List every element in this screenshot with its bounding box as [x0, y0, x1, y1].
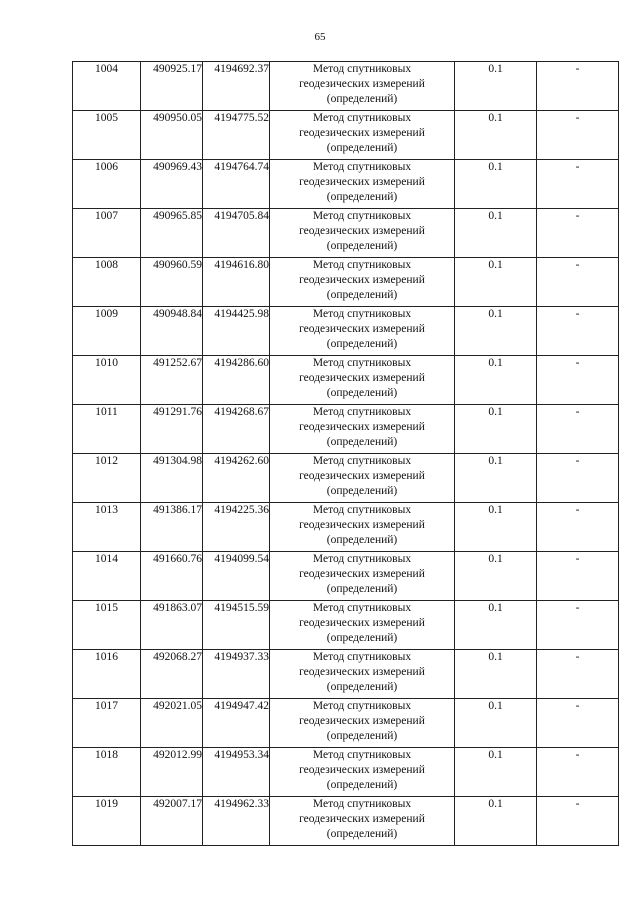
- accuracy-cell: 0.1: [455, 503, 537, 552]
- method-line: геодезических измерений: [299, 617, 425, 629]
- y-coordinate-cell: 4194962.33: [203, 797, 270, 846]
- method-line: Метод спутниковых: [312, 357, 412, 369]
- note-cell: -: [537, 552, 619, 601]
- method-line: геодезических измерений: [299, 519, 425, 531]
- accuracy-cell: 0.1: [455, 258, 537, 307]
- method-line: Метод спутниковых: [312, 749, 412, 761]
- note-cell: -: [537, 111, 619, 160]
- point-number-cell: 1004: [73, 62, 141, 111]
- method-line: Метод спутниковых: [312, 700, 412, 712]
- note-cell: -: [537, 356, 619, 405]
- method-line: геодезических измерений: [299, 470, 425, 482]
- accuracy-cell: 0.1: [455, 111, 537, 160]
- method-cell: [270, 111, 455, 160]
- accuracy-cell: 0.1: [455, 454, 537, 503]
- table-row: [73, 258, 619, 307]
- method-line: Метод спутниковых: [312, 210, 412, 222]
- method-line: геодезических измерений: [299, 421, 425, 433]
- method-line: (определений): [326, 240, 398, 252]
- method-line: Метод спутниковых: [312, 455, 412, 467]
- table-row: [73, 748, 619, 797]
- y-coordinate-cell: 4194268.67: [203, 405, 270, 454]
- x-coordinate-cell: 491660.76: [141, 552, 203, 601]
- coordinates-table: [72, 61, 619, 846]
- accuracy-cell: 0.1: [455, 405, 537, 454]
- note-cell: -: [537, 454, 619, 503]
- method-line: Метод спутниковых: [312, 553, 412, 565]
- point-number-cell: 1013: [73, 503, 141, 552]
- method-line: геодезических измерений: [299, 225, 425, 237]
- method-line: Метод спутниковых: [312, 308, 412, 320]
- point-number-cell: 1014: [73, 552, 141, 601]
- y-coordinate-cell: 4194515.59: [203, 601, 270, 650]
- coordinates-table-body: [73, 62, 619, 846]
- point-number-cell: 1008: [73, 258, 141, 307]
- note-cell: -: [537, 307, 619, 356]
- note-cell: -: [537, 62, 619, 111]
- method-line: Метод спутниковых: [312, 112, 412, 124]
- method-cell: [270, 258, 455, 307]
- y-coordinate-cell: 4194425.98: [203, 307, 270, 356]
- table-row: [73, 650, 619, 699]
- table-row: [73, 454, 619, 503]
- x-coordinate-cell: 490965.85: [141, 209, 203, 258]
- y-coordinate-cell: 4194286.60: [203, 356, 270, 405]
- method-line: Метод спутниковых: [312, 798, 412, 810]
- note-cell: -: [537, 601, 619, 650]
- method-line: геодезических измерений: [299, 666, 425, 678]
- method-line: (определений): [326, 632, 398, 644]
- method-line: (определений): [326, 338, 398, 350]
- note-cell: -: [537, 209, 619, 258]
- method-line: геодезических измерений: [299, 78, 425, 90]
- method-line: (определений): [326, 191, 398, 203]
- table-row: [73, 797, 619, 846]
- y-coordinate-cell: 4194937.33: [203, 650, 270, 699]
- point-number-cell: 1018: [73, 748, 141, 797]
- table-row: [73, 699, 619, 748]
- x-coordinate-cell: 491863.07: [141, 601, 203, 650]
- method-line: геодезических измерений: [299, 813, 425, 825]
- table-row: [73, 160, 619, 209]
- accuracy-cell: 0.1: [455, 797, 537, 846]
- method-line: (определений): [326, 436, 398, 448]
- accuracy-cell: 0.1: [455, 552, 537, 601]
- method-line: геодезических измерений: [299, 176, 425, 188]
- x-coordinate-cell: 490925.17: [141, 62, 203, 111]
- method-cell: [270, 405, 455, 454]
- method-line: (определений): [326, 142, 398, 154]
- method-line: (определений): [326, 534, 398, 546]
- accuracy-cell: 0.1: [455, 356, 537, 405]
- method-cell: [270, 454, 455, 503]
- y-coordinate-cell: 4194775.52: [203, 111, 270, 160]
- note-cell: -: [537, 258, 619, 307]
- accuracy-cell: 0.1: [455, 160, 537, 209]
- method-line: Метод спутниковых: [312, 63, 412, 75]
- table-row: [73, 62, 619, 111]
- method-line: геодезических измерений: [299, 274, 425, 286]
- accuracy-cell: 0.1: [455, 209, 537, 258]
- y-coordinate-cell: 4194947.42: [203, 699, 270, 748]
- x-coordinate-cell: 491386.17: [141, 503, 203, 552]
- method-cell: [270, 356, 455, 405]
- method-cell: [270, 209, 455, 258]
- table-row: [73, 552, 619, 601]
- y-coordinate-cell: 4194616.80: [203, 258, 270, 307]
- accuracy-cell: 0.1: [455, 650, 537, 699]
- y-coordinate-cell: 4194225.36: [203, 503, 270, 552]
- point-number-cell: 1010: [73, 356, 141, 405]
- method-line: (определений): [326, 485, 398, 497]
- method-cell: [270, 797, 455, 846]
- method-cell: [270, 307, 455, 356]
- method-line: (определений): [326, 779, 398, 791]
- method-line: геодезических измерений: [299, 568, 425, 580]
- point-number-cell: 1015: [73, 601, 141, 650]
- method-line: геодезических измерений: [299, 715, 425, 727]
- method-cell: [270, 160, 455, 209]
- note-cell: -: [537, 160, 619, 209]
- y-coordinate-cell: 4194099.54: [203, 552, 270, 601]
- method-line: геодезических измерений: [299, 323, 425, 335]
- x-coordinate-cell: 490960.59: [141, 258, 203, 307]
- method-cell: [270, 552, 455, 601]
- method-line: (определений): [326, 583, 398, 595]
- method-cell: [270, 650, 455, 699]
- table-row: [73, 601, 619, 650]
- method-line: (определений): [326, 387, 398, 399]
- x-coordinate-cell: 490948.84: [141, 307, 203, 356]
- point-number-cell: 1009: [73, 307, 141, 356]
- method-line: Метод спутниковых: [312, 406, 412, 418]
- method-line: геодезических измерений: [299, 127, 425, 139]
- note-cell: -: [537, 650, 619, 699]
- method-line: Метод спутниковых: [312, 161, 412, 173]
- method-line: (определений): [326, 93, 398, 105]
- table-row: [73, 209, 619, 258]
- note-cell: -: [537, 503, 619, 552]
- note-cell: -: [537, 748, 619, 797]
- note-cell: -: [537, 797, 619, 846]
- accuracy-cell: 0.1: [455, 699, 537, 748]
- point-number-cell: 1012: [73, 454, 141, 503]
- y-coordinate-cell: 4194705.84: [203, 209, 270, 258]
- method-line: Метод спутниковых: [312, 504, 412, 516]
- y-coordinate-cell: 4194262.60: [203, 454, 270, 503]
- method-line: Метод спутниковых: [312, 602, 412, 614]
- x-coordinate-cell: 491252.67: [141, 356, 203, 405]
- table-row: [73, 503, 619, 552]
- x-coordinate-cell: 492007.17: [141, 797, 203, 846]
- note-cell: -: [537, 699, 619, 748]
- method-line: (определений): [326, 730, 398, 742]
- accuracy-cell: 0.1: [455, 601, 537, 650]
- method-line: (определений): [326, 681, 398, 693]
- method-cell: [270, 699, 455, 748]
- point-number-cell: 1005: [73, 111, 141, 160]
- method-line: геодезических измерений: [299, 372, 425, 384]
- note-cell: -: [537, 405, 619, 454]
- method-cell: [270, 503, 455, 552]
- x-coordinate-cell: 490950.05: [141, 111, 203, 160]
- method-line: (определений): [326, 828, 398, 840]
- table-row: [73, 405, 619, 454]
- page-number: 65: [314, 31, 326, 43]
- x-coordinate-cell: 490969.43: [141, 160, 203, 209]
- accuracy-cell: 0.1: [455, 748, 537, 797]
- method-cell: [270, 601, 455, 650]
- y-coordinate-cell: 4194953.34: [203, 748, 270, 797]
- method-cell: [270, 748, 455, 797]
- table-row: [73, 307, 619, 356]
- method-line: Метод спутниковых: [312, 651, 412, 663]
- y-coordinate-cell: 4194764.74: [203, 160, 270, 209]
- table-row: [73, 111, 619, 160]
- x-coordinate-cell: 491304.98: [141, 454, 203, 503]
- method-line: Метод спутниковых: [312, 259, 412, 271]
- point-number-cell: 1011: [73, 405, 141, 454]
- x-coordinate-cell: 491291.76: [141, 405, 203, 454]
- method-line: геодезических измерений: [299, 764, 425, 776]
- point-number-cell: 1007: [73, 209, 141, 258]
- method-line: (определений): [326, 289, 398, 301]
- point-number-cell: 1019: [73, 797, 141, 846]
- accuracy-cell: 0.1: [455, 62, 537, 111]
- point-number-cell: 1006: [73, 160, 141, 209]
- method-cell: [270, 62, 455, 111]
- point-number-cell: 1016: [73, 650, 141, 699]
- x-coordinate-cell: 492012.99: [141, 748, 203, 797]
- point-number-cell: 1017: [73, 699, 141, 748]
- table-row: [73, 356, 619, 405]
- accuracy-cell: 0.1: [455, 307, 537, 356]
- x-coordinate-cell: 492068.27: [141, 650, 203, 699]
- y-coordinate-cell: 4194692.37: [203, 62, 270, 111]
- x-coordinate-cell: 492021.05: [141, 699, 203, 748]
